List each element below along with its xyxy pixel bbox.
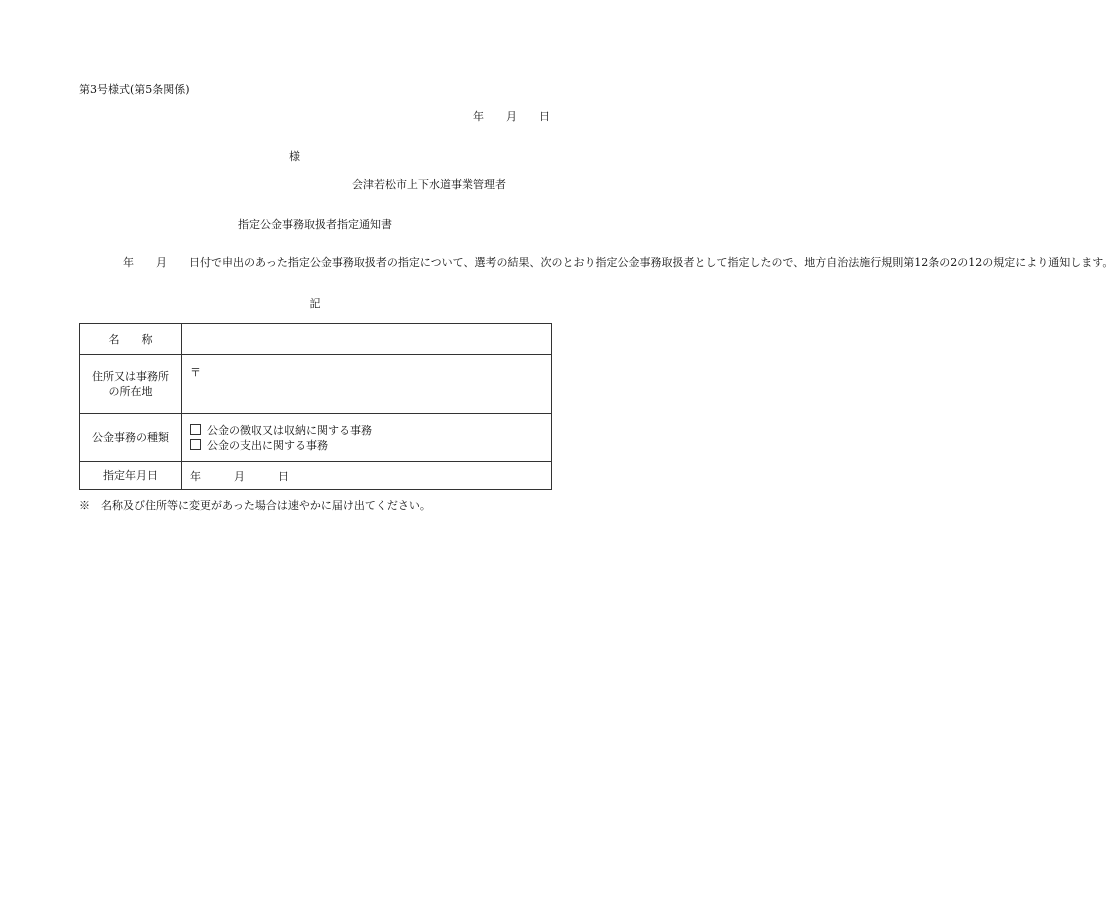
option-label: 公金の支出に関する事務 — [207, 438, 328, 452]
ki-heading: 記 — [309, 297, 321, 310]
table-row — [80, 462, 552, 490]
document-title: 指定公金事務取扱者指定通知書 — [238, 218, 392, 231]
address-label — [80, 355, 182, 414]
date-label: 指定年月日 — [80, 462, 182, 490]
type-label: 公金事務の種類 — [80, 414, 182, 462]
name-label: 名 称 — [80, 324, 182, 355]
recipient-suffix: 様 — [289, 150, 300, 163]
type-option-collection[interactable] — [190, 423, 551, 438]
zip-mark: 〒 — [190, 366, 201, 379]
checkbox-icon[interactable] — [190, 424, 201, 435]
type-option-payment[interactable] — [190, 438, 551, 453]
form-number: 第3号様式(第5条関係) — [79, 83, 190, 96]
type-options — [182, 414, 552, 462]
notice-date: 年 月 日 — [473, 110, 550, 123]
table-row — [80, 414, 552, 462]
footnote: ※ 名称及び住所等に変更があった場合は速やかに届け出てください。 — [79, 499, 431, 512]
body-paragraph — [79, 255, 1113, 270]
issuer-name: 会津若松市上下水道事業管理者 — [352, 178, 506, 191]
table-row — [80, 355, 552, 414]
designation-date: 年 月 日 — [182, 462, 552, 490]
address-value — [182, 355, 552, 414]
name-value — [182, 324, 552, 355]
body-text: 年 月 日付で申出のあった指定公金事務取扱者の指定について、選考の結果、次のとおり指定公金事務取扱者として指定したので、地方自治法施行規則第12条の2の12の規定により通知します。 — [79, 256, 1113, 269]
table-row — [80, 324, 552, 355]
address-label-line2: の所在地 — [108, 385, 153, 398]
checkbox-icon[interactable] — [190, 439, 201, 450]
option-label: 公金の徴収又は収納に関する事務 — [207, 423, 372, 437]
address-label-line1: 住所又は事務所 — [92, 370, 169, 383]
info-table — [79, 323, 552, 490]
